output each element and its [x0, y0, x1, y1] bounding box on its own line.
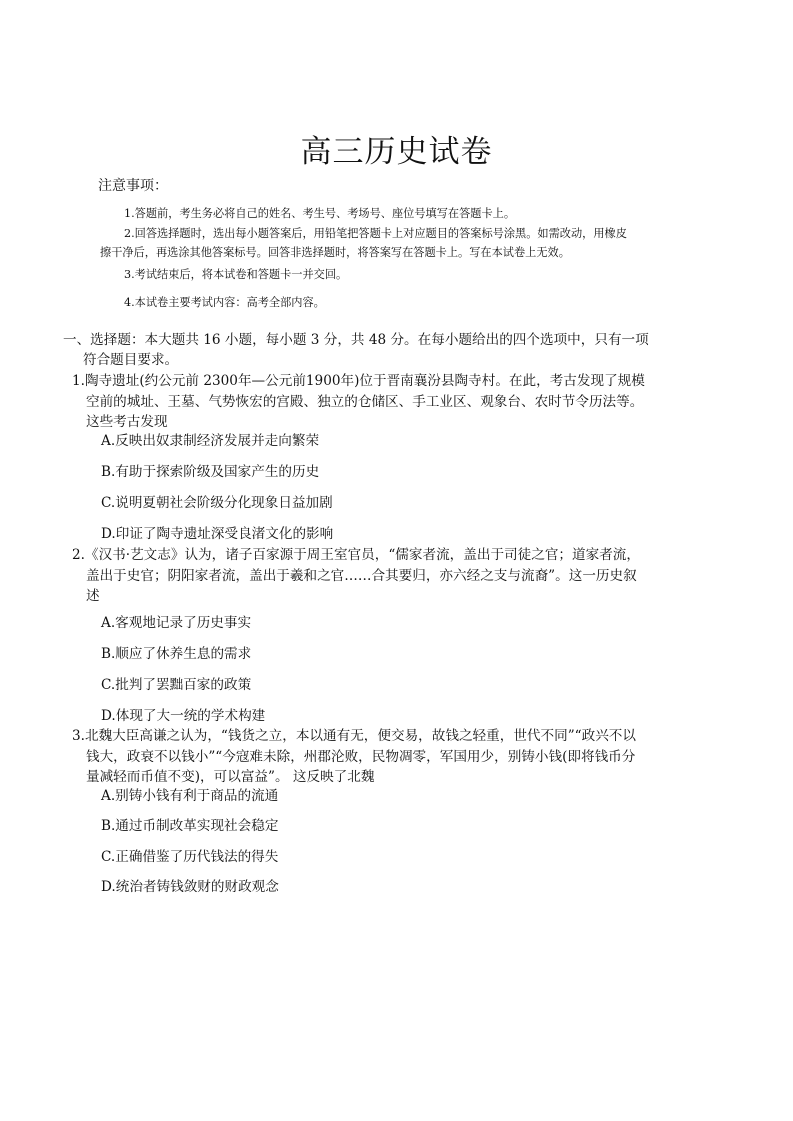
- section-heading: [63, 330, 743, 370]
- question-1-line-2: 空前的城址、王墓、气势恢宏的宫殿、独立的仓储区、手工业区、观象台、农时节令历法等。: [86, 393, 644, 410]
- question-3-line-2: 钱大，政衰不以钱小”“今寇难未除，州郡沦败，民物凋零，军国用少，别铸小钱(即将钱币分: [86, 748, 636, 765]
- page-title: 高三历史试卷: [300, 134, 493, 170]
- notice-heading: 注意事项：: [98, 178, 168, 194]
- notice-item-2-cont: 擦干净后，再选涂其他答案标号。回答非选择题时，将答案写在答题卡上。写在本试卷上无效。: [100, 246, 570, 259]
- question-3-stem: [72, 726, 742, 788]
- question-1-line-1: 1.陶寺遗址(约公元前 2300年—公元前1900年)位于晋南襄汾县陶寺村。在此，考古发现了规模: [72, 373, 645, 389]
- question-2-option-a: A.客观地记录了历史事实: [101, 615, 252, 631]
- question-3-option-c: C.正确借鉴了历代钱法的得失: [101, 849, 279, 865]
- question-1-stem: [72, 371, 742, 433]
- question-2-line-3: 述: [86, 588, 100, 604]
- question-3-line-1: 3.北魏大臣高谦之认为，“钱货之立，本以通有无，便交易，故钱之轻重，世代不同”“政兴不以: [72, 728, 636, 744]
- notice-item-1: 1.答题前，考生务必将自己的姓名、考生号、考场号、座位号填写在答题卡上。: [124, 207, 516, 220]
- section-line-1: 一、选择题：本大题共 16 小题，每小题 3 分，共 48 分。在每小题给出的四个选项中，只有一项: [63, 332, 649, 348]
- question-2-line-2: 盖出于史官；阴阳家者流，盖出于羲和之官……合其要归，亦六经之支与流裔”。这一历史叙: [86, 567, 637, 584]
- question-3-option-d: D.统治者铸钱敛财的财政观念: [101, 879, 279, 895]
- question-2-option-c: C.批判了罢黜百家的政策: [101, 677, 252, 693]
- question-2-option-b: B.顺应了休养生息的需求: [101, 646, 252, 662]
- notice-item-3: 3.考试结束后，将本试卷和答题卡一并交回。: [124, 268, 348, 281]
- question-1-line-3: 这些考古发现: [86, 414, 168, 430]
- question-1-option-c: C.说明夏朝社会阶级分化现象日益加剧: [101, 495, 333, 511]
- question-2-line-1: 2.《汉书·艺文志》认为，诸子百家源于周王室官员，“儒家者流，盖出于司徒之官；道家者流，: [72, 547, 640, 563]
- question-3-option-a: A.别铸小钱有利于商品的流通: [101, 788, 279, 804]
- notice-item-4: 4.本试卷主要考试内容：高考全部内容。: [124, 296, 325, 309]
- section-line-2: 符合题目要求。: [83, 352, 179, 368]
- notice-item-2: 2.回答选择题时，选出每小题答案后，用铅笔把答题卡上对应题目的答案标号涂黑。如需改动，用橡皮: [124, 227, 627, 240]
- question-1-option-b: B.有助于探索阶级及国家产生的历史: [101, 464, 320, 480]
- question-1-option-d: D.印证了陶寺遗址深受良渚文化的影响: [101, 526, 334, 542]
- question-1-option-a: A.反映出奴隶制经济发展并走向繁荣: [101, 433, 320, 449]
- question-3-line-3: 量减轻而币值不变)，可以富益”。 这反映了北魏: [86, 769, 375, 785]
- question-3-option-b: B.通过币制改革实现社会稳定: [101, 818, 279, 834]
- question-2-option-d: D.体现了大一统的学术构建: [101, 708, 266, 724]
- question-2-stem: [72, 545, 742, 607]
